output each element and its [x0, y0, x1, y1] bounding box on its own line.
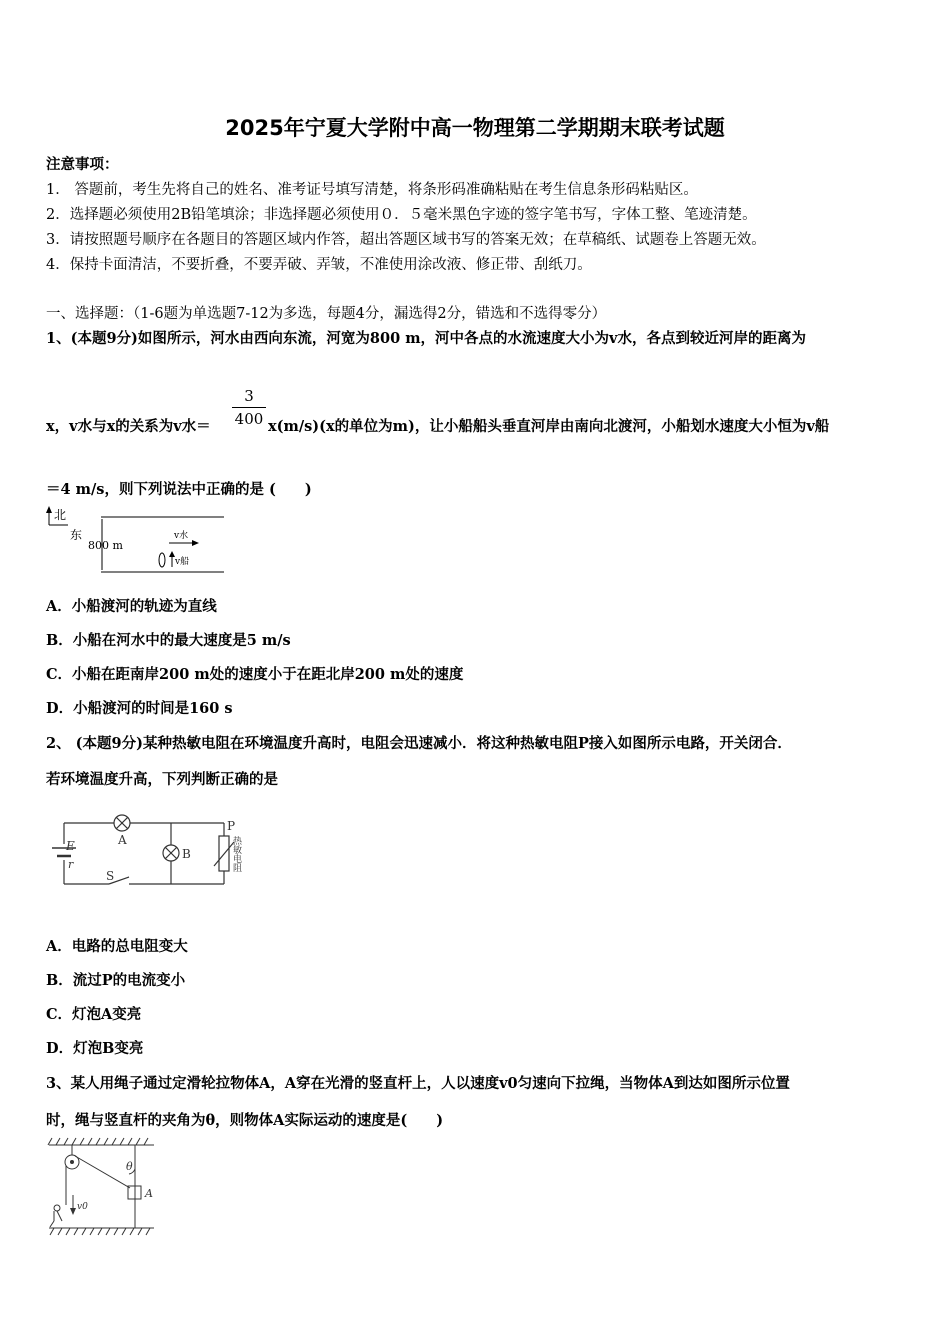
theta-label: θ	[126, 1160, 133, 1173]
east-label: 东	[70, 528, 83, 542]
q1-option-a: A．小船渡河的轨迹为直线	[46, 598, 217, 615]
notice-item: 1． 答题前，考生先将自己的姓名、准考证号填写清楚，将条形码准确粘贴在考生信息条形码粘贴区。	[46, 182, 698, 198]
p-label: P	[227, 819, 236, 833]
page-title: 2025年宁夏大学附中高一物理第二学期期末联考试题	[225, 116, 725, 140]
q2-stem-line2: 若环境温度升高，下列判断正确的是	[46, 771, 278, 788]
q2-option-a: A．电路的总电阻变大	[46, 938, 188, 955]
q1-stem-line2a: x，v水与x的关系为v水＝	[46, 418, 211, 435]
notice-item: 3．请按照题号顺序在各题目的答题区域内作答，超出答题区域书写的答案无效；在草稿纸、试题卷上答题无效。	[46, 232, 766, 248]
q3-stem-line2: 时，绳与竖直杆的夹角为θ，则物体A实际运动的速度是( )	[46, 1112, 444, 1129]
river-figure	[44, 505, 229, 577]
notice-item: 4．保持卡面清洁，不要折叠，不要弄破、弄皱，不准使用涂改液、修正带、刮纸刀。	[46, 257, 592, 273]
q1-fraction	[232, 386, 266, 429]
v-boat-label: v船	[175, 557, 190, 567]
pulley-figure	[44, 1135, 159, 1240]
notice-item: 2．选择题必须使用2B铅笔填涂；非选择题必须使用０．５毫米黑色字迹的签字笔书写，字体工整、笔迹清楚。	[46, 207, 757, 223]
switch-label: S	[106, 869, 115, 883]
q1-option-d: D．小船渡河的时间是160 s	[46, 700, 233, 717]
lamp-a-label: A	[118, 833, 127, 847]
q2-stem-line1: 2、 (本题9分)某种热敏电阻在环境温度升高时，电阻会迅速减小．将这种热敏电阻P接入如图所示电路，开关闭合．	[46, 735, 792, 752]
v-water-label: v水	[174, 531, 189, 541]
thermistor-label: 热敏电阻	[231, 836, 241, 872]
q1-stem-line2b: x(m/s)(x的单位为m)，让小船船头垂直河岸由南向北渡河，小船划水速度大小恒为v船	[268, 418, 830, 435]
q1-stem-line3: ＝4 m/s，则下列说法中正确的是 ( )	[46, 481, 312, 498]
a-label: A	[145, 1187, 153, 1200]
circuit-figure	[44, 806, 259, 906]
q1-option-b: B．小船在河水中的最大速度是5 m/s	[46, 632, 291, 649]
lamp-b-label: B	[182, 847, 191, 861]
q2-option-d: D．灯泡B变亮	[46, 1040, 144, 1057]
v0-label: v0	[77, 1202, 88, 1212]
q2-option-b: B．流过P的电流变小	[46, 972, 186, 989]
notice-heading: 注意事项：	[46, 156, 119, 173]
section-heading: 一、选择题：（1-6题为单选题7-12为多选，每题4分，漏选得2分，错选和不选得零分）	[46, 306, 607, 322]
fraction-denominator: 400	[234, 410, 264, 428]
river-width-label: 800 m	[88, 539, 123, 552]
q1-stem-line1: 1、(本题9分)如图所示，河水由西向东流，河宽为800 m，河中各点的水流速度大小为v水，各点到较近河岸的距离为	[46, 330, 806, 347]
q2-option-c: C．灯泡A变亮	[46, 1006, 142, 1023]
north-label: 北	[54, 508, 67, 522]
q3-stem-line1: 3、某人用绳子通过定滑轮拉物体A，A穿在光滑的竖直杆上，人以速度v0匀速向下拉绳，当物体A到达如图所示位置	[46, 1075, 790, 1092]
fraction-numerator: 3	[244, 387, 254, 405]
boat-icon	[159, 553, 165, 567]
q1-option-c: C．小船在距南岸200 m处的速度小于在距北岸200 m处的速度	[46, 666, 464, 683]
internal-r-label: r	[68, 858, 74, 871]
source-label: E	[66, 839, 75, 853]
